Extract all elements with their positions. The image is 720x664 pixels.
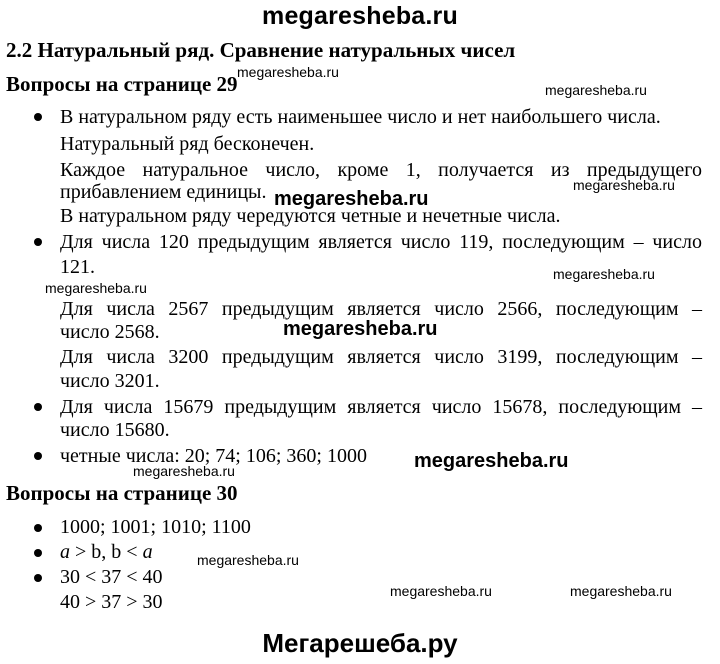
answer-line: Каждое натуральное число, кроме 1, получается из предыдущего bbox=[60, 159, 702, 181]
answer-line: 121. bbox=[60, 256, 95, 278]
variable-a: a bbox=[142, 541, 153, 563]
watermark: megaresheba.ru bbox=[390, 583, 492, 599]
answer-line: 30 < 37 < 40 bbox=[60, 566, 163, 588]
watermark: megaresheba.ru bbox=[274, 188, 429, 210]
variable-a: a bbox=[60, 541, 70, 563]
watermark: megaresheba.ru bbox=[197, 552, 299, 568]
inequality-text: > b, b < bbox=[70, 541, 143, 563]
section-title: 2.2 Натуральный ряд. Сравнение натуральных чисел bbox=[6, 38, 516, 62]
footer-site-title[interactable]: Мегарешеба.ру bbox=[262, 628, 458, 658]
answer-line: Для числа 2567 предыдущим является число 2566, последующим – bbox=[60, 298, 702, 320]
answer-line: В натуральном ряду есть наименьшее число и нет наибольшего числа. bbox=[60, 106, 661, 128]
bullet bbox=[34, 403, 42, 411]
answer-line: 1000; 1001; 1010; 1100 bbox=[60, 516, 251, 538]
watermark: megaresheba.ru bbox=[133, 463, 235, 479]
watermark: megaresheba.ru bbox=[553, 266, 655, 282]
answer-line: число 3201. bbox=[60, 370, 160, 392]
answer-line: Для числа 120 предыдущим является число 119, последующим – число bbox=[60, 231, 702, 253]
answer-line: В натуральном ряду чередуются четные и нечетные числа. bbox=[60, 205, 561, 227]
answer-line: четные числа: 20; 74; 106; 360; 1000 bbox=[60, 445, 367, 467]
bullet bbox=[34, 238, 42, 246]
answer-line: Для числа 15679 предыдущим является число 15678, последующим – bbox=[60, 396, 702, 418]
answer-line: Натуральный ряд бесконечен. bbox=[60, 133, 315, 155]
watermark: megaresheba.ru bbox=[45, 280, 147, 296]
answer-line bbox=[60, 540, 153, 564]
watermark: megaresheba.ru bbox=[545, 82, 647, 98]
bullet bbox=[34, 452, 42, 460]
answer-line: Для числа 3200 предыдущим является число 3199, последующим – bbox=[60, 346, 702, 368]
bullet bbox=[34, 524, 42, 532]
answer-line: прибавлением единицы. bbox=[60, 181, 267, 203]
site-title[interactable]: megaresheba.ru bbox=[262, 2, 458, 30]
watermark: megaresheba.ru bbox=[570, 583, 672, 599]
answer-line: число 2568. bbox=[60, 321, 160, 343]
answer-line: 40 > 37 > 30 bbox=[60, 591, 163, 613]
answer-line: число 15680. bbox=[60, 419, 170, 441]
watermark: megaresheba.ru bbox=[237, 64, 339, 80]
questions-page-30-heading: Вопросы на странице 30 bbox=[6, 481, 238, 505]
watermark: megaresheba.ru bbox=[573, 177, 675, 193]
bullet bbox=[34, 549, 42, 557]
questions-page-29-heading: Вопросы на странице 29 bbox=[6, 72, 238, 96]
bullet bbox=[34, 574, 42, 582]
watermark: megaresheba.ru bbox=[283, 318, 438, 340]
bullet bbox=[34, 113, 42, 121]
watermark: megaresheba.ru bbox=[414, 450, 569, 472]
